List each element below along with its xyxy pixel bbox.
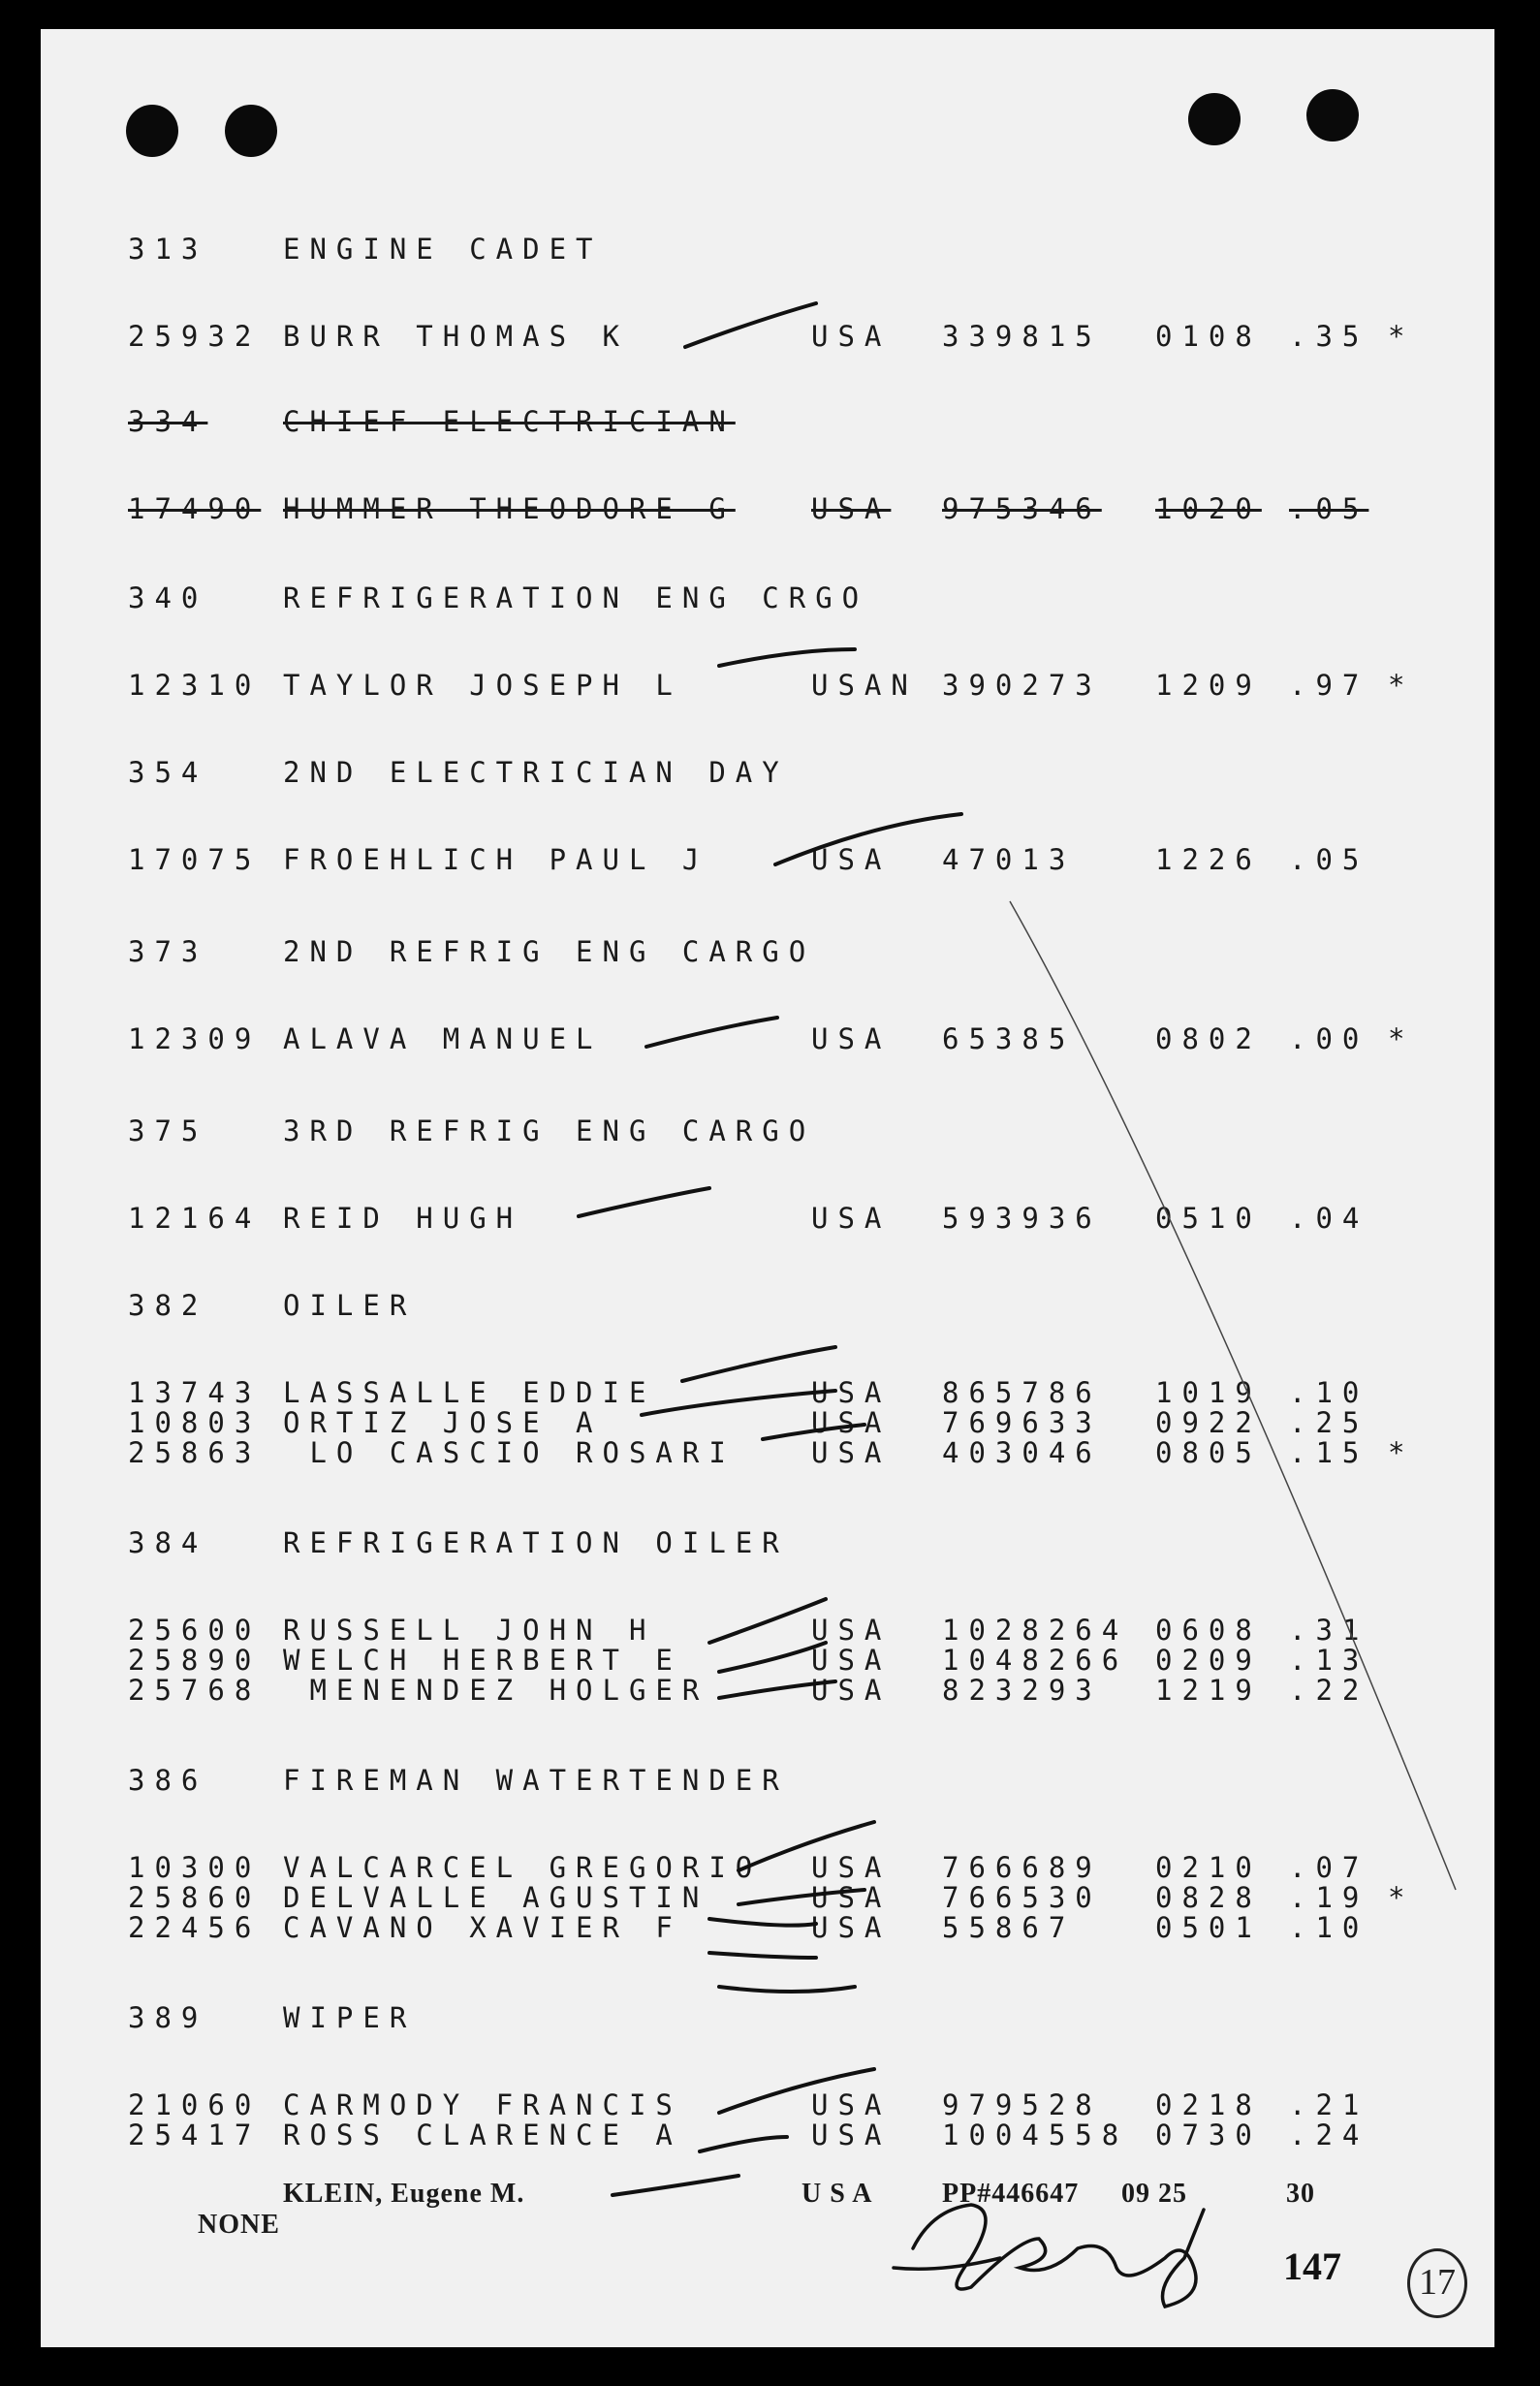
row-date: 0922 bbox=[1155, 1406, 1262, 1439]
row-nationality: USA bbox=[811, 1376, 892, 1409]
signature bbox=[894, 2205, 1204, 2307]
circled-number: 17 bbox=[1407, 2248, 1467, 2318]
row-number: 865786 bbox=[942, 1376, 1102, 1409]
row-nationality: USA bbox=[811, 1674, 892, 1707]
row-date: 0218 bbox=[1155, 2088, 1262, 2121]
row-name: HUMMER THEODORE G bbox=[283, 492, 736, 525]
check-mark bbox=[642, 1391, 835, 1415]
row-date: 0501 bbox=[1155, 1911, 1262, 1944]
section-code: 386 bbox=[128, 1764, 208, 1797]
row-id: 10803 bbox=[128, 1406, 262, 1439]
row-nationality: USA bbox=[811, 320, 892, 353]
row-id: 13743 bbox=[128, 1376, 262, 1409]
row-name: TAYLOR JOSEPH L bbox=[283, 669, 682, 702]
row-name: ORTIZ JOSE A bbox=[283, 1406, 603, 1439]
row-number: 766530 bbox=[942, 1881, 1102, 1914]
row-amount: .19 bbox=[1289, 1881, 1369, 1914]
row-date: 1226 bbox=[1155, 843, 1262, 876]
row-number: 339815 bbox=[942, 320, 1102, 353]
row-nationality: USAN bbox=[811, 669, 918, 702]
check-mark bbox=[579, 1188, 709, 1216]
section-code: 384 bbox=[128, 1526, 208, 1559]
section-code: 313 bbox=[128, 233, 208, 266]
row-id: 21060 bbox=[128, 2088, 262, 2121]
check-mark bbox=[709, 1953, 816, 1958]
row-name: CARMODY FRANCIS bbox=[283, 2088, 682, 2121]
row-nationality: USA bbox=[811, 1202, 892, 1235]
row-number: 1004558 bbox=[942, 2119, 1129, 2151]
section-title: REFRIGERATION ENG CRGO bbox=[283, 581, 869, 614]
row-name: LASSALLE EDDIE bbox=[283, 1376, 656, 1409]
added-row-nationality: U S A bbox=[801, 2179, 873, 2209]
row-date: 0608 bbox=[1155, 1614, 1262, 1647]
added-row-date: 09 25 bbox=[1121, 2179, 1187, 2209]
row-name: MENENDEZ HOLGER bbox=[283, 1674, 709, 1707]
row-name: LO CASCIO ROSARI bbox=[283, 1436, 736, 1469]
check-mark bbox=[682, 1347, 835, 1381]
row-id: 12310 bbox=[128, 669, 262, 702]
section-title: OILER bbox=[283, 1289, 417, 1322]
row-id: 10300 bbox=[128, 1851, 262, 1884]
row-amount: .05 bbox=[1289, 843, 1369, 876]
row-asterisk: * bbox=[1388, 669, 1415, 702]
section-title: REFRIGERATION OILER bbox=[283, 1526, 789, 1559]
check-mark bbox=[719, 1681, 835, 1698]
row-amount: .10 bbox=[1289, 1911, 1369, 1944]
added-row-name: KLEIN, Eugene M. bbox=[283, 2179, 525, 2209]
row-id: 22456 bbox=[128, 1911, 262, 1944]
row-asterisk: * bbox=[1388, 320, 1415, 353]
row-id: 17490 bbox=[128, 492, 262, 525]
row-name: ALAVA MANUEL bbox=[283, 1022, 603, 1055]
row-amount: .97 bbox=[1289, 669, 1369, 702]
row-number: 403046 bbox=[942, 1436, 1102, 1469]
row-amount: .00 bbox=[1289, 1022, 1369, 1055]
section-code: 354 bbox=[128, 756, 208, 789]
check-mark bbox=[709, 1599, 826, 1643]
check-mark bbox=[613, 2176, 739, 2195]
row-number: 769633 bbox=[942, 1406, 1102, 1439]
row-date: 0108 bbox=[1155, 320, 1262, 353]
row-asterisk: * bbox=[1388, 1436, 1415, 1469]
row-number: 823293 bbox=[942, 1674, 1102, 1707]
check-mark bbox=[739, 1890, 864, 1904]
row-amount: .24 bbox=[1289, 2119, 1369, 2151]
row-amount: .25 bbox=[1289, 1406, 1369, 1439]
row-amount: .13 bbox=[1289, 1644, 1369, 1677]
section-title: WIPER bbox=[283, 2001, 417, 2034]
check-mark bbox=[775, 814, 961, 864]
section-code: 375 bbox=[128, 1115, 208, 1147]
row-id: 25600 bbox=[128, 1614, 262, 1647]
row-date: 0730 bbox=[1155, 2119, 1262, 2151]
row-nationality: USA bbox=[811, 2119, 892, 2151]
row-amount: .15 bbox=[1289, 1436, 1369, 1469]
row-id: 25768 bbox=[128, 1674, 262, 1707]
check-mark bbox=[719, 2069, 874, 2113]
row-number: 390273 bbox=[942, 669, 1102, 702]
section-code: 382 bbox=[128, 1289, 208, 1322]
row-id: 25860 bbox=[128, 1881, 262, 1914]
section-code: 340 bbox=[128, 581, 208, 614]
section-code: 373 bbox=[128, 935, 208, 968]
row-name: WELCH HERBERT E bbox=[283, 1644, 682, 1677]
row-name: VALCARCEL GREGORIO bbox=[283, 1851, 763, 1884]
row-nationality: USA bbox=[811, 1406, 892, 1439]
row-nationality: USA bbox=[811, 2088, 892, 2121]
row-name: FROEHLICH PAUL J bbox=[283, 843, 709, 876]
row-id: 12309 bbox=[128, 1022, 262, 1055]
row-number: 975346 bbox=[942, 492, 1102, 525]
row-name: ROSS CLARENCE A bbox=[283, 2119, 682, 2151]
row-amount: .22 bbox=[1289, 1674, 1369, 1707]
section-title: CHIEF ELECTRICIAN bbox=[283, 405, 736, 438]
row-amount: .07 bbox=[1289, 1851, 1369, 1884]
added-row-number: PP#446647 bbox=[942, 2179, 1080, 2209]
row-amount: .35 bbox=[1289, 320, 1369, 353]
row-id: 25890 bbox=[128, 1644, 262, 1677]
row-name: DELVALLE AGUSTIN bbox=[283, 1881, 709, 1914]
row-asterisk: * bbox=[1388, 1881, 1415, 1914]
row-asterisk: * bbox=[1388, 1022, 1415, 1055]
row-number: 766689 bbox=[942, 1851, 1102, 1884]
row-id: 17075 bbox=[128, 843, 262, 876]
document-page bbox=[41, 29, 1494, 2347]
row-name: REID HUGH bbox=[283, 1202, 523, 1235]
row-date: 1019 bbox=[1155, 1376, 1262, 1409]
row-number: 55867 bbox=[942, 1911, 1076, 1944]
page-number: 147 bbox=[1283, 2245, 1341, 2288]
row-number: 1028264 bbox=[942, 1614, 1129, 1647]
check-mark bbox=[685, 303, 816, 347]
row-nationality: USA bbox=[811, 1436, 892, 1469]
row-date: 1219 bbox=[1155, 1674, 1262, 1707]
row-number: 65385 bbox=[942, 1022, 1076, 1055]
check-mark bbox=[719, 1987, 855, 1992]
row-nationality: USA bbox=[811, 1644, 892, 1677]
row-number: 47013 bbox=[942, 843, 1076, 876]
check-mark bbox=[719, 649, 855, 666]
section-code: 389 bbox=[128, 2001, 208, 2034]
row-name: CAVANO XAVIER F bbox=[283, 1911, 682, 1944]
row-date: 1020 bbox=[1155, 492, 1262, 525]
check-mark bbox=[719, 1643, 826, 1672]
row-name: RUSSELL JOHN H bbox=[283, 1614, 656, 1647]
row-amount: .31 bbox=[1289, 1614, 1369, 1647]
section-title: 2ND ELECTRICIAN DAY bbox=[283, 756, 789, 789]
check-mark bbox=[700, 2137, 787, 2151]
row-amount: .04 bbox=[1289, 1202, 1369, 1235]
row-id: 25863 bbox=[128, 1436, 262, 1469]
row-number: 593936 bbox=[942, 1202, 1102, 1235]
row-nationality: USA bbox=[811, 1911, 892, 1944]
row-date: 0209 bbox=[1155, 1644, 1262, 1677]
row-date: 0210 bbox=[1155, 1851, 1262, 1884]
row-nationality: USA bbox=[811, 1881, 892, 1914]
row-date: 0805 bbox=[1155, 1436, 1262, 1469]
row-id: 25417 bbox=[128, 2119, 262, 2151]
section-title: 2ND REFRIG ENG CARGO bbox=[283, 935, 816, 968]
added-row-amount: 30 bbox=[1286, 2179, 1315, 2209]
check-mark bbox=[739, 1822, 874, 1870]
handwritten-marks bbox=[41, 29, 1494, 2347]
section-title: 3RD REFRIG ENG CARGO bbox=[283, 1115, 816, 1147]
row-nationality: USA bbox=[811, 1022, 892, 1055]
row-amount: .05 bbox=[1289, 492, 1369, 525]
row-amount: .10 bbox=[1289, 1376, 1369, 1409]
row-nationality: USA bbox=[811, 1614, 892, 1647]
fold-crease bbox=[1010, 901, 1456, 1890]
row-id: 25932 bbox=[128, 320, 262, 353]
section-title: FIREMAN WATERTENDER bbox=[283, 1764, 789, 1797]
check-mark bbox=[646, 1018, 777, 1047]
row-date: 1209 bbox=[1155, 669, 1262, 702]
section-code: 334 bbox=[128, 405, 208, 438]
row-nationality: USA bbox=[811, 492, 892, 525]
row-nationality: USA bbox=[811, 1851, 892, 1884]
row-nationality: USA bbox=[811, 843, 892, 876]
row-date: 0510 bbox=[1155, 1202, 1262, 1235]
row-amount: .21 bbox=[1289, 2088, 1369, 2121]
row-number: 1048266 bbox=[942, 1644, 1129, 1677]
row-number: 979528 bbox=[942, 2088, 1102, 2121]
row-id: 12164 bbox=[128, 1202, 262, 1235]
check-mark bbox=[763, 1425, 864, 1439]
added-row-id: NONE bbox=[198, 2210, 280, 2240]
row-date: 0828 bbox=[1155, 1881, 1262, 1914]
section-title: ENGINE CADET bbox=[283, 233, 603, 266]
row-date: 0802 bbox=[1155, 1022, 1262, 1055]
check-mark bbox=[709, 1919, 816, 1926]
row-name: BURR THOMAS K bbox=[283, 320, 629, 353]
